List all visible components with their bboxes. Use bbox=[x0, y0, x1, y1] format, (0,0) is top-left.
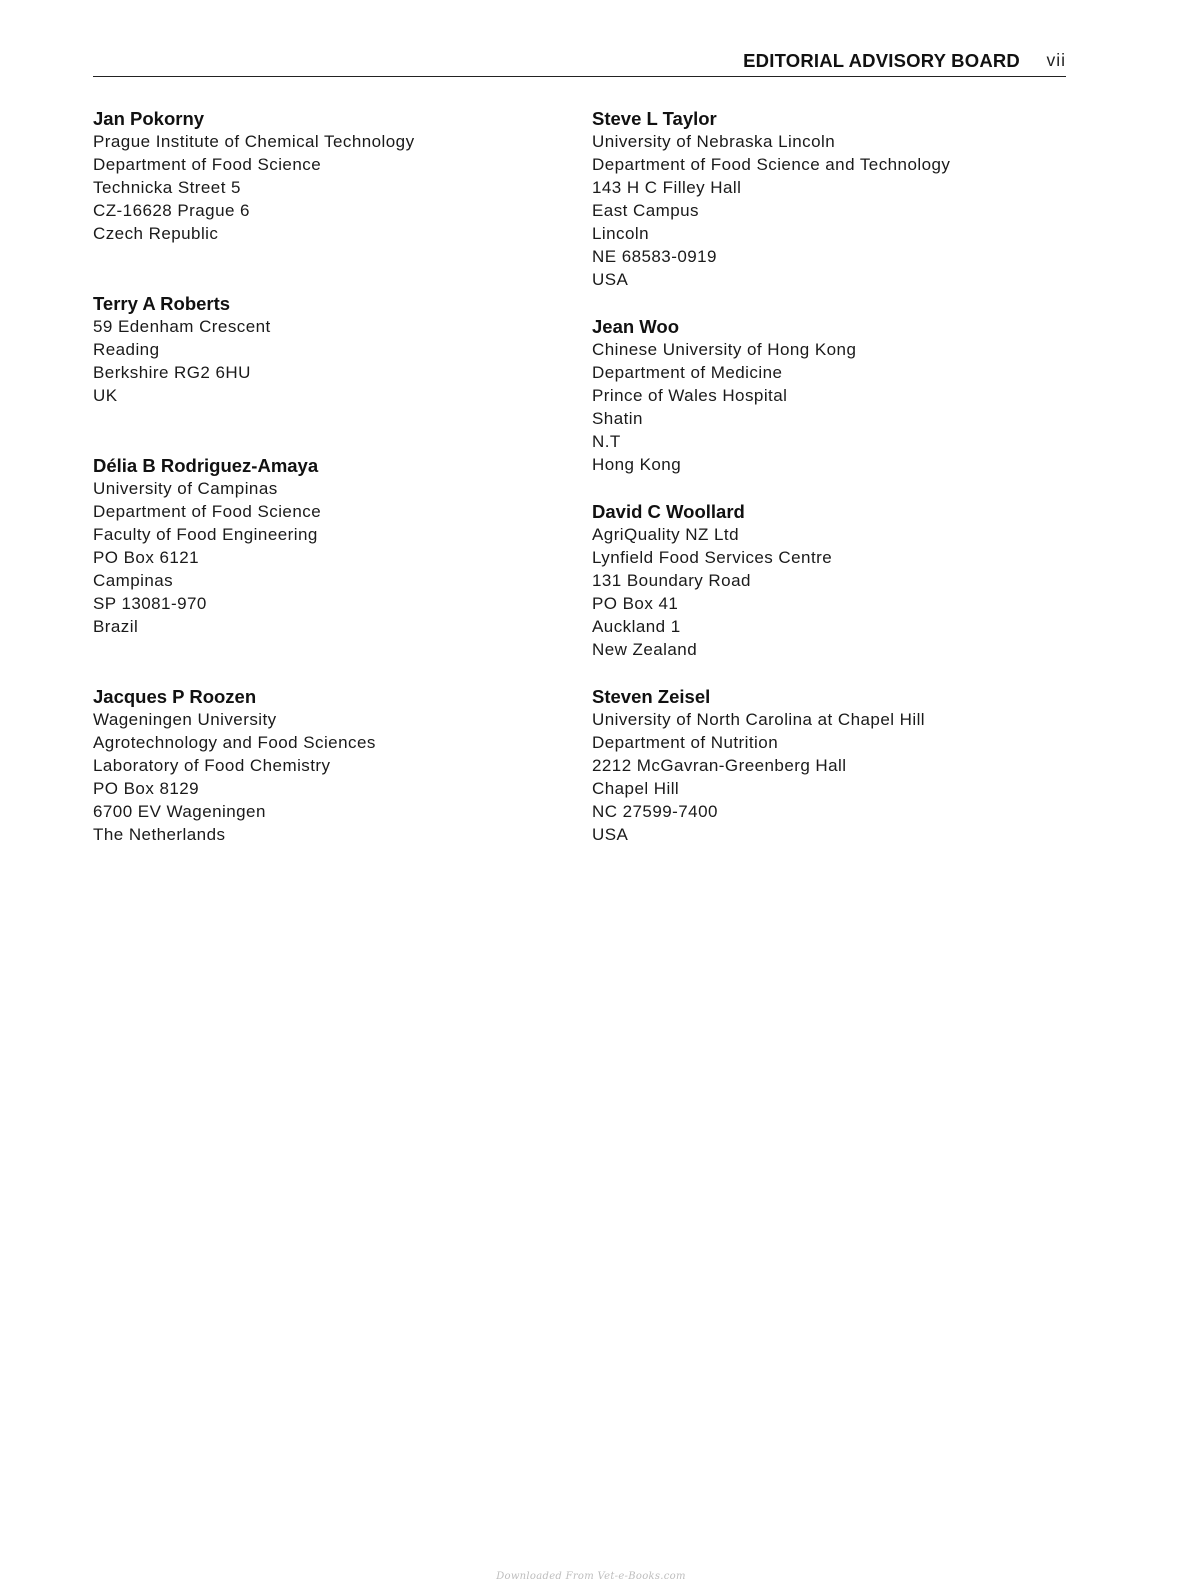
address-line: NE 68583-0919 bbox=[592, 247, 717, 266]
member-address bbox=[93, 708, 533, 846]
board-member-entry bbox=[93, 292, 533, 407]
address-line: Shatin bbox=[592, 409, 643, 428]
member-address bbox=[592, 130, 1062, 291]
page-number: vii bbox=[1046, 50, 1066, 70]
address-line: Reading bbox=[93, 340, 160, 359]
address-line: 143 H C Filley Hall bbox=[592, 178, 742, 197]
address-line: USA bbox=[592, 825, 629, 844]
address-line: Brazil bbox=[93, 617, 139, 636]
member-name: Jean Woo bbox=[592, 316, 680, 337]
address-line: University of Nebraska Lincoln bbox=[592, 132, 836, 151]
address-line: USA bbox=[592, 270, 629, 289]
address-line: 131 Boundary Road bbox=[592, 571, 751, 590]
address-line: Berkshire RG2 6HU bbox=[93, 363, 251, 382]
board-member-entry bbox=[93, 454, 533, 638]
board-member-entry bbox=[592, 685, 1062, 846]
address-line: 59 Edenham Crescent bbox=[93, 317, 271, 336]
address-line: Czech Republic bbox=[93, 224, 219, 243]
address-line: Faculty of Food Engineering bbox=[93, 525, 318, 544]
board-member-entry bbox=[93, 107, 533, 245]
address-line: Hong Kong bbox=[592, 455, 682, 474]
address-line: 2212 McGavran-Greenberg Hall bbox=[592, 756, 847, 775]
address-line: UK bbox=[93, 386, 118, 405]
address-line: New Zealand bbox=[592, 640, 698, 659]
address-line: Wageningen University bbox=[93, 710, 277, 729]
address-line: University of North Carolina at Chapel Hill bbox=[592, 710, 926, 729]
address-line: SP 13081-970 bbox=[93, 594, 207, 613]
address-line: CZ-16628 Prague 6 bbox=[93, 201, 250, 220]
address-line: East Campus bbox=[592, 201, 699, 220]
board-member-entry bbox=[592, 107, 1062, 291]
address-line: Prague Institute of Chemical Technology bbox=[93, 132, 415, 151]
address-line: N.T bbox=[592, 432, 621, 451]
member-address bbox=[592, 523, 1062, 661]
address-line: Prince of Wales Hospital bbox=[592, 386, 788, 405]
address-line: Chapel Hill bbox=[592, 779, 680, 798]
member-name: Délia B Rodriguez-Amaya bbox=[93, 455, 319, 476]
address-line: 6700 EV Wageningen bbox=[93, 802, 266, 821]
address-line: Technicka Street 5 bbox=[93, 178, 241, 197]
address-line: Department of Food Science and Technology bbox=[592, 155, 951, 174]
board-member-entry bbox=[93, 685, 533, 846]
address-line: Department of Food Science bbox=[93, 155, 322, 174]
address-line: Department of Nutrition bbox=[592, 733, 779, 752]
member-address bbox=[93, 130, 533, 245]
header-title: EDITORIAL ADVISORY BOARD bbox=[743, 50, 1020, 71]
download-watermark: Downloaded From Vet-e-Books.com bbox=[496, 1571, 686, 1582]
address-line: PO Box 6121 bbox=[93, 548, 200, 567]
board-member-entry bbox=[592, 315, 1062, 476]
address-line: NC 27599-7400 bbox=[592, 802, 718, 821]
page-header bbox=[93, 50, 1066, 77]
member-name: Jacques P Roozen bbox=[93, 686, 257, 707]
member-name: Steve L Taylor bbox=[592, 108, 717, 129]
address-line: Lynfield Food Services Centre bbox=[592, 548, 833, 567]
member-name: David C Woollard bbox=[592, 501, 745, 522]
member-name: Jan Pokorny bbox=[93, 108, 205, 129]
member-address bbox=[93, 315, 533, 407]
board-member-entry bbox=[592, 500, 1062, 661]
address-line: Department of Food Science bbox=[93, 502, 322, 521]
right-column bbox=[592, 107, 1062, 870]
address-line: PO Box 41 bbox=[592, 594, 679, 613]
member-address bbox=[93, 477, 533, 638]
address-line: Chinese University of Hong Kong bbox=[592, 340, 857, 359]
address-line: Campinas bbox=[93, 571, 174, 590]
address-line: Laboratory of Food Chemistry bbox=[93, 756, 331, 775]
left-column bbox=[93, 107, 533, 893]
address-line: PO Box 8129 bbox=[93, 779, 200, 798]
member-name: Terry A Roberts bbox=[93, 293, 231, 314]
member-address bbox=[592, 708, 1062, 846]
address-line: Agrotechnology and Food Sciences bbox=[93, 733, 376, 752]
member-address bbox=[592, 338, 1062, 476]
member-name: Steven Zeisel bbox=[592, 686, 711, 707]
address-line: Lincoln bbox=[592, 224, 650, 243]
address-line: Auckland 1 bbox=[592, 617, 681, 636]
address-line: The Netherlands bbox=[93, 825, 226, 844]
address-line: Department of Medicine bbox=[592, 363, 783, 382]
address-line: AgriQuality NZ Ltd bbox=[592, 525, 739, 544]
address-line: University of Campinas bbox=[93, 479, 278, 498]
